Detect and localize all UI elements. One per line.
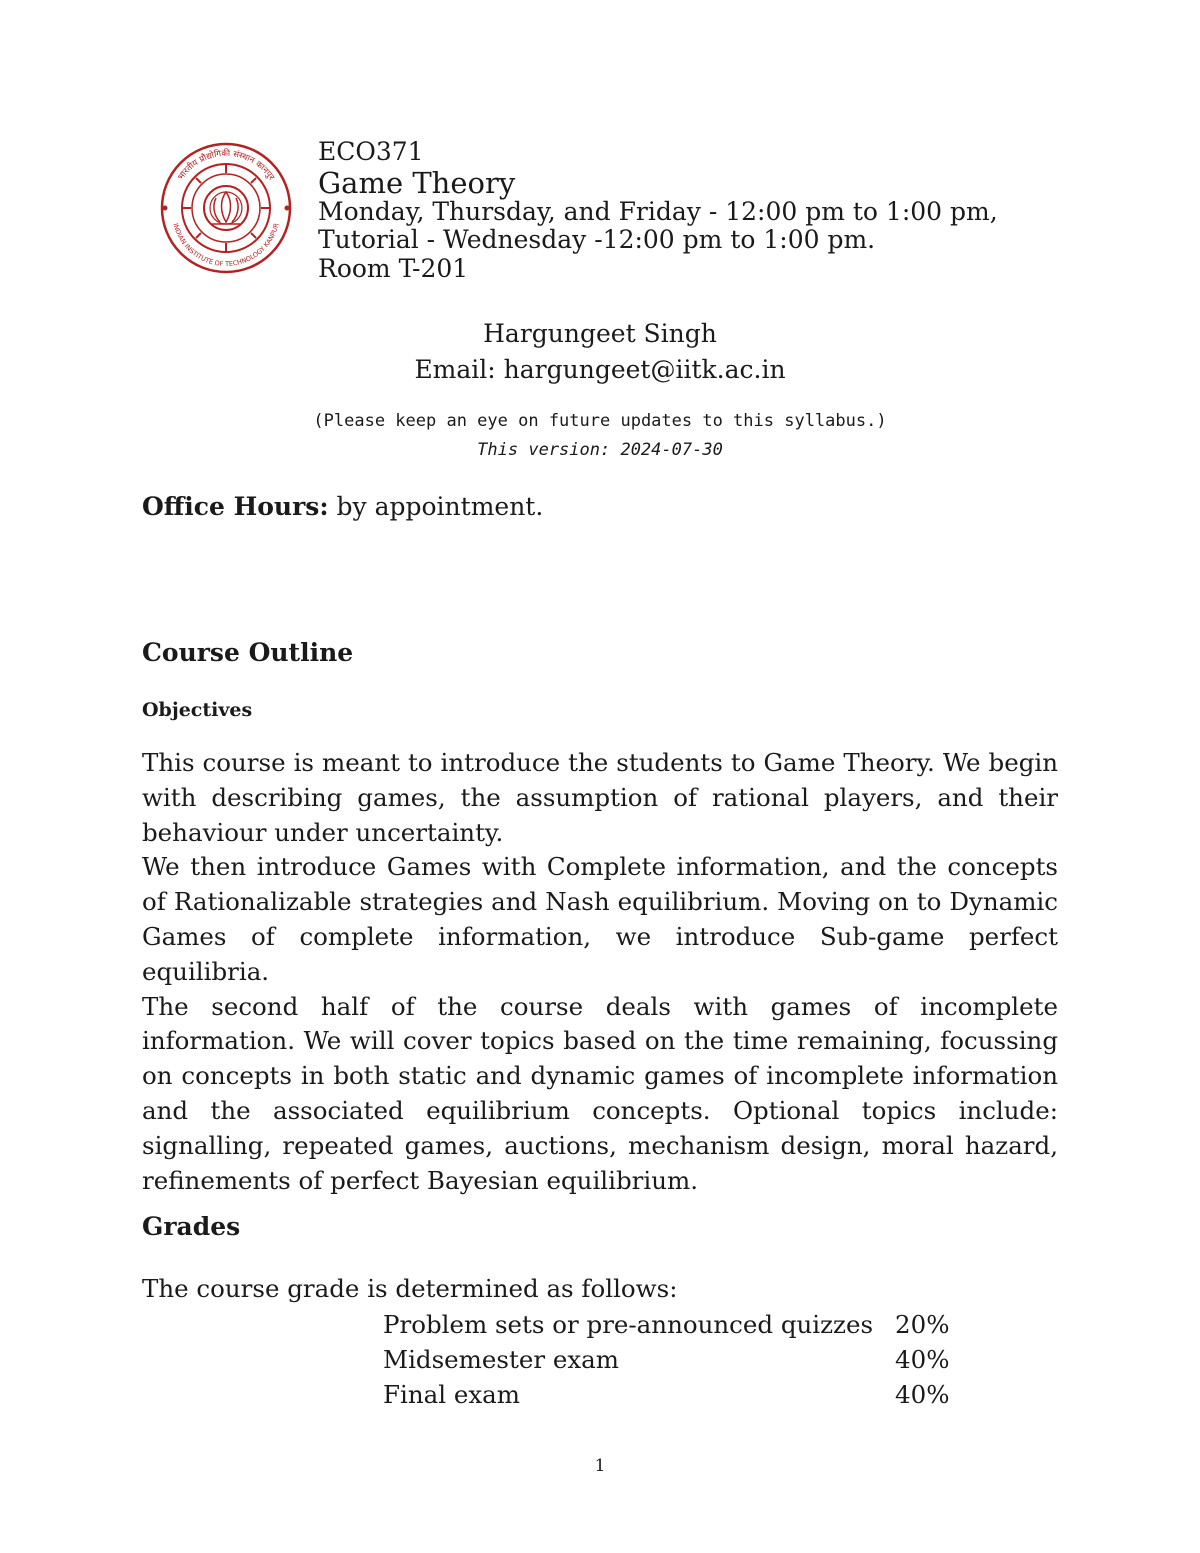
table-row bbox=[383, 1342, 950, 1377]
seal-bottom-text: INDIAN INSTITUTE OF TECHNOLOGY KANPUR bbox=[171, 222, 281, 269]
table-row bbox=[383, 1307, 950, 1342]
table-row bbox=[383, 1377, 950, 1412]
course-outline-heading: Course Outline bbox=[142, 638, 354, 667]
grade-weight: 40% bbox=[895, 1345, 950, 1374]
objectives-paragraph-2: We then introduce Games with Complete information, and the concepts of Rationalizable strategies and Nash equilibrium. Moving on to Dynamic Games of complete information, we introduce Sub-game perfect equilibria. bbox=[142, 852, 1058, 986]
institute-seal-icon bbox=[160, 142, 292, 274]
grades-table bbox=[383, 1307, 950, 1412]
grades-intro: The course grade is determined as follows: bbox=[142, 1274, 678, 1303]
grade-weight: 20% bbox=[895, 1310, 950, 1339]
course-title: Game Theory bbox=[318, 166, 516, 200]
objectives-paragraph-3: The second half of the course deals with games of incomplete information. We will cover topics based on the time remaining, focussing on concepts in both static and dynamic games of incomplete information and the associated equilibrium concepts. Optional topics include: signalling, repeated games, auctions, mechanism design, moral hazard, refinements of perfect Bayesian equilibrium. bbox=[142, 991, 1058, 1195]
instructor-email: Email: hargungeet@iitk.ac.in bbox=[414, 355, 786, 384]
tutorial-schedule: Tutorial - Wednesday -12:00 pm to 1:00 pm. bbox=[318, 225, 876, 254]
seal-top-text: भारतीय प्रौद्योगिकी संस्थान कानपुर bbox=[176, 148, 276, 183]
version-date: This version: 2024-07-30 bbox=[477, 440, 723, 460]
update-notice: (Please keep an eye on future updates to this syllabus.) bbox=[313, 411, 887, 431]
room: Room T-201 bbox=[318, 254, 469, 283]
office-hours-value: by appointment. bbox=[328, 492, 544, 521]
objectives-text bbox=[142, 746, 1058, 1198]
page-number: 1 bbox=[594, 1456, 606, 1476]
grade-item: Problem sets or pre-announced quizzes bbox=[383, 1310, 874, 1339]
grades-heading: Grades bbox=[142, 1212, 241, 1241]
office-hours-label: Office Hours: bbox=[142, 492, 329, 521]
grade-item: Final exam bbox=[383, 1380, 520, 1409]
objectives-subheading: Objectives bbox=[142, 699, 253, 721]
objectives-paragraph-1: This course is meant to introduce the students to Game Theory. We begin with describing games, the assumption of rational players, and their behaviour under uncertainty. bbox=[142, 748, 1058, 847]
course-code: ECO371 bbox=[318, 137, 424, 166]
office-hours bbox=[142, 492, 543, 521]
course-schedule: Monday, Thursday, and Friday - 12:00 pm to 1:00 pm, bbox=[318, 197, 998, 226]
grade-weight: 40% bbox=[895, 1380, 950, 1409]
instructor-name: Hargungeet Singh bbox=[483, 319, 717, 348]
grade-item: Midsemester exam bbox=[383, 1345, 619, 1374]
